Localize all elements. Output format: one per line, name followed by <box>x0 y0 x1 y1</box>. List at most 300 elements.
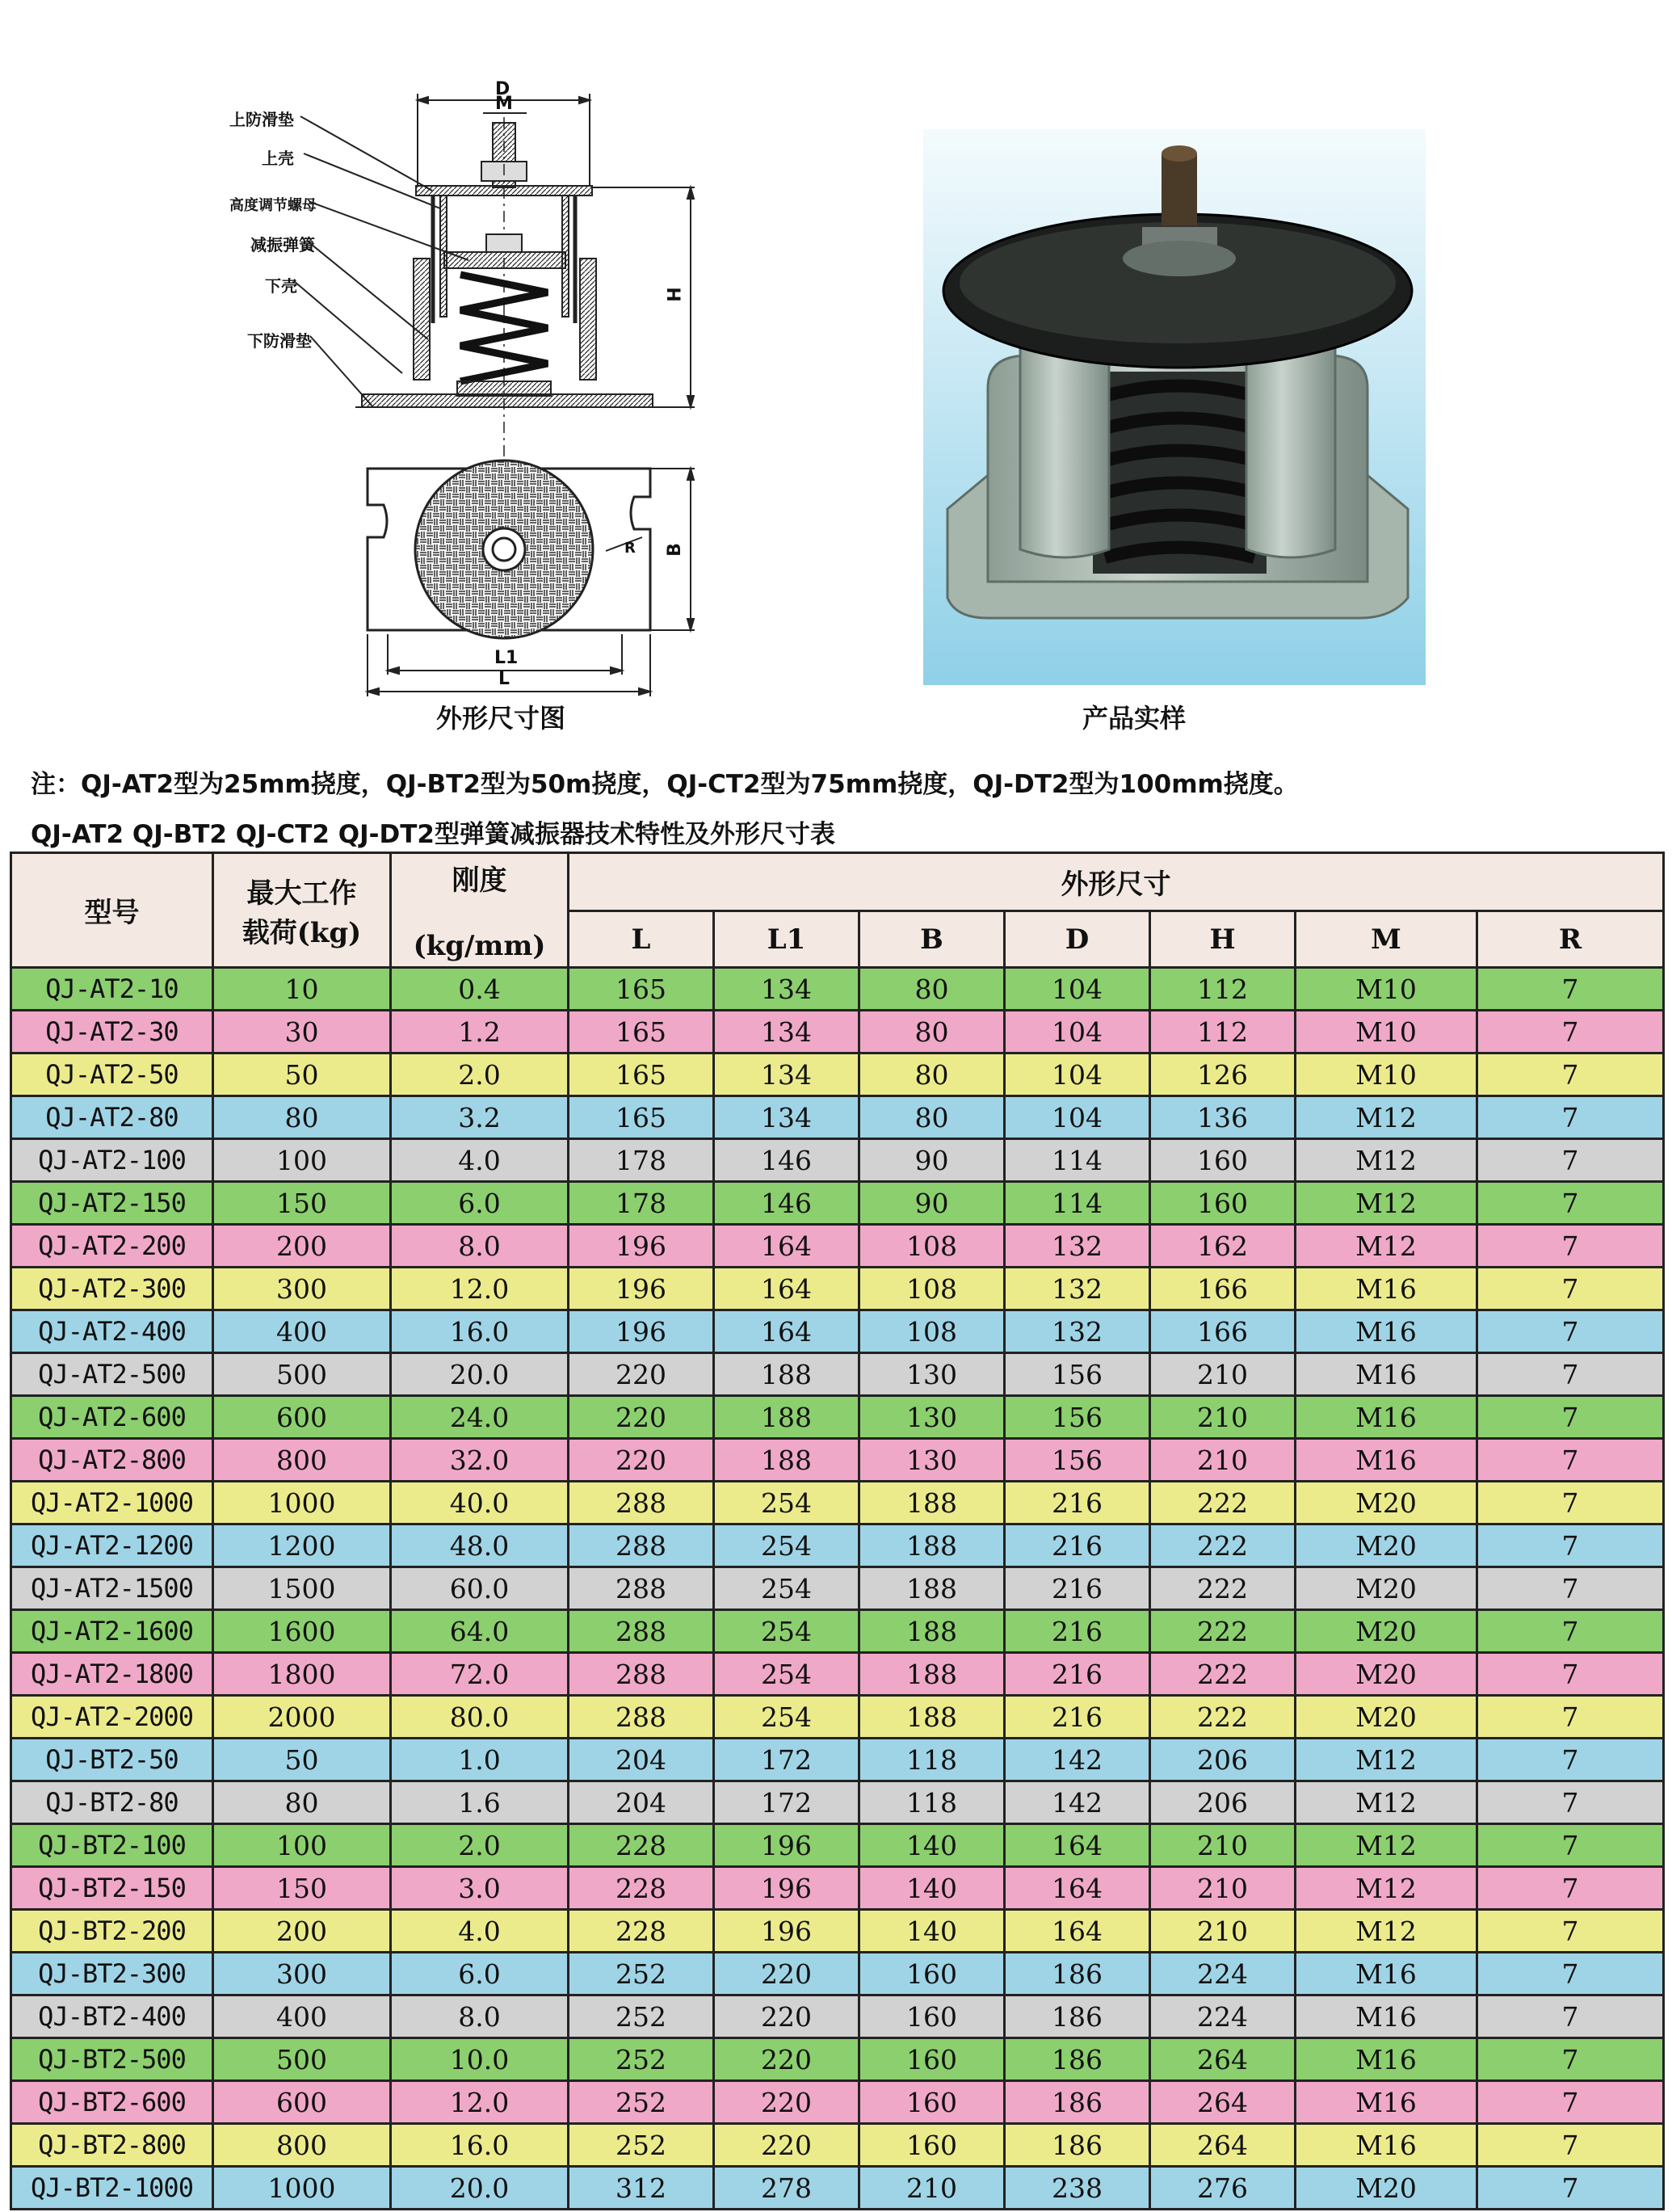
cell-m: M12 <box>1296 1139 1477 1182</box>
cell-stiffness: 1.6 <box>391 1781 569 1824</box>
cell-l: 178 <box>569 1182 714 1225</box>
cell-l1: 134 <box>714 1053 859 1096</box>
cell-model: QJ-AT2-1800 <box>11 1653 213 1696</box>
cell-d: 216 <box>1005 1567 1150 1610</box>
cell-stiffness: 20.0 <box>391 1353 569 1396</box>
cell-h: 160 <box>1150 1182 1296 1225</box>
cell-b: 160 <box>859 2081 1005 2124</box>
cell-r: 7 <box>1477 1995 1664 2038</box>
cell-l: 196 <box>569 1225 714 1268</box>
dim-label-l1: L1 <box>494 648 519 668</box>
cell-l: 220 <box>569 1396 714 1439</box>
cell-b: 130 <box>859 1396 1005 1439</box>
cell-h: 222 <box>1150 1482 1296 1524</box>
cell-m: M12 <box>1296 1225 1477 1268</box>
cell-r: 7 <box>1477 1781 1664 1824</box>
cell-r: 7 <box>1477 1739 1664 1781</box>
cell-l1: 196 <box>714 1910 859 1953</box>
cell-model: QJ-AT2-1600 <box>11 1610 213 1653</box>
cell-r: 7 <box>1477 1225 1664 1268</box>
cell-m: M12 <box>1296 1781 1477 1824</box>
cell-r: 7 <box>1477 1439 1664 1482</box>
cell-d: 186 <box>1005 2038 1150 2081</box>
table-row <box>11 1696 1664 1739</box>
cell-h: 112 <box>1150 968 1296 1011</box>
cell-d: 104 <box>1005 968 1150 1011</box>
cell-d: 142 <box>1005 1739 1150 1781</box>
cell-h: 264 <box>1150 2124 1296 2167</box>
cell-l1: 164 <box>714 1225 859 1268</box>
cell-h: 166 <box>1150 1268 1296 1310</box>
cell-stiffness: 6.0 <box>391 1953 569 1995</box>
cell-model: QJ-AT2-1000 <box>11 1482 213 1524</box>
cell-l1: 220 <box>714 2038 859 2081</box>
table-row <box>11 1268 1664 1310</box>
cell-m: M10 <box>1296 968 1477 1011</box>
cell-m: M12 <box>1296 1739 1477 1781</box>
cell-b: 160 <box>859 1953 1005 1995</box>
cell-r: 7 <box>1477 1567 1664 1610</box>
cell-stiffness: 16.0 <box>391 2124 569 2167</box>
cell-load: 300 <box>213 1268 391 1310</box>
cell-stiffness: 16.0 <box>391 1310 569 1353</box>
cell-h: 224 <box>1150 1995 1296 2038</box>
cell-m: M16 <box>1296 2038 1477 2081</box>
cell-r: 7 <box>1477 2124 1664 2167</box>
cell-m: M20 <box>1296 2167 1477 2210</box>
cell-r: 7 <box>1477 1824 1664 1867</box>
cell-d: 186 <box>1005 1995 1150 2038</box>
cell-l: 252 <box>569 1953 714 1995</box>
cell-l1: 196 <box>714 1867 859 1910</box>
cell-load: 150 <box>213 1867 391 1910</box>
cell-l: 165 <box>569 1053 714 1096</box>
cell-r: 7 <box>1477 1053 1664 1096</box>
cell-h: 160 <box>1150 1139 1296 1182</box>
cell-d: 132 <box>1005 1225 1150 1268</box>
cell-stiffness: 32.0 <box>391 1439 569 1482</box>
table-row <box>11 1610 1664 1653</box>
cell-d: 186 <box>1005 2124 1150 2167</box>
cell-l1: 172 <box>714 1739 859 1781</box>
cell-m: M12 <box>1296 1182 1477 1225</box>
cell-stiffness: 60.0 <box>391 1567 569 1610</box>
cell-b: 140 <box>859 1867 1005 1910</box>
cell-l: 288 <box>569 1653 714 1696</box>
table-row <box>11 1567 1664 1610</box>
cell-m: M16 <box>1296 1268 1477 1310</box>
cell-stiffness: 10.0 <box>391 2038 569 2081</box>
cell-load: 150 <box>213 1182 391 1225</box>
cell-model: QJ-AT2-600 <box>11 1396 213 1439</box>
cell-model: QJ-BT2-1000 <box>11 2167 213 2210</box>
cell-h: 224 <box>1150 1953 1296 1995</box>
cell-d: 186 <box>1005 2081 1150 2124</box>
cell-model: QJ-BT2-80 <box>11 1781 213 1824</box>
table-row <box>11 1096 1664 1139</box>
cell-r: 7 <box>1477 1096 1664 1139</box>
table-row <box>11 1482 1664 1524</box>
cell-l1: 188 <box>714 1396 859 1439</box>
cell-d: 216 <box>1005 1696 1150 1739</box>
cell-h: 222 <box>1150 1696 1296 1739</box>
cell-load: 1000 <box>213 2167 391 2210</box>
cell-l: 228 <box>569 1824 714 1867</box>
dimension-drawing <box>226 73 695 703</box>
header-stiffness-line2: (kg/mm) <box>413 930 546 962</box>
cell-m: M20 <box>1296 1610 1477 1653</box>
header-max-load-line2: 载荷(kg) <box>242 916 362 949</box>
cell-m: M20 <box>1296 1482 1477 1524</box>
cell-l: 165 <box>569 1011 714 1053</box>
cell-l1: 134 <box>714 1011 859 1053</box>
cell-b: 80 <box>859 1096 1005 1139</box>
cell-l: 220 <box>569 1439 714 1482</box>
cell-l: 288 <box>569 1567 714 1610</box>
cell-h: 264 <box>1150 2081 1296 2124</box>
dim-label-b: B <box>664 543 685 557</box>
cell-load: 800 <box>213 2124 391 2167</box>
cell-l1: 254 <box>714 1482 859 1524</box>
cell-b: 80 <box>859 968 1005 1011</box>
cell-stiffness: 4.0 <box>391 1139 569 1182</box>
cell-d: 142 <box>1005 1781 1150 1824</box>
drawing-caption: 外形尺寸图 <box>436 703 566 734</box>
cell-r: 7 <box>1477 1139 1664 1182</box>
spec-table-body <box>11 968 1664 2210</box>
label-lower-shell: 下壳 <box>265 276 297 296</box>
cell-h: 112 <box>1150 1011 1296 1053</box>
table-row <box>11 1310 1664 1353</box>
cell-b: 188 <box>859 1482 1005 1524</box>
cell-h: 222 <box>1150 1567 1296 1610</box>
cell-r: 7 <box>1477 2081 1664 2124</box>
cell-b: 160 <box>859 2124 1005 2167</box>
cell-b: 188 <box>859 1610 1005 1653</box>
cell-l1: 196 <box>714 1824 859 1867</box>
cell-d: 132 <box>1005 1310 1150 1353</box>
label-damping-spring: 减振弹簧 <box>250 235 315 254</box>
label-upper-shell: 上壳 <box>262 149 294 168</box>
cell-m: M10 <box>1296 1011 1477 1053</box>
cell-b: 108 <box>859 1225 1005 1268</box>
cell-m: M16 <box>1296 1310 1477 1353</box>
deflection-note: 注：QJ-AT2型为25mm挠度，QJ-BT2型为50m挠度，QJ-CT2型为75mm挠度，QJ-DT2型为100mm挠度。 <box>31 770 1299 799</box>
cell-load: 1200 <box>213 1524 391 1567</box>
table-row <box>11 1953 1664 1995</box>
cell-l1: 188 <box>714 1353 859 1396</box>
cell-l: 196 <box>569 1310 714 1353</box>
cell-stiffness: 40.0 <box>391 1482 569 1524</box>
cell-d: 104 <box>1005 1053 1150 1096</box>
cell-b: 80 <box>859 1011 1005 1053</box>
cell-model: QJ-AT2-400 <box>11 1310 213 1353</box>
cell-h: 210 <box>1150 1439 1296 1482</box>
cell-m: M20 <box>1296 1567 1477 1610</box>
cell-load: 100 <box>213 1139 391 1182</box>
cell-l: 165 <box>569 1096 714 1139</box>
cell-load: 300 <box>213 1953 391 1995</box>
cell-l: 228 <box>569 1867 714 1910</box>
product-photo-image <box>923 129 1426 685</box>
cell-d: 132 <box>1005 1268 1150 1310</box>
cell-model: QJ-AT2-300 <box>11 1268 213 1310</box>
cell-r: 7 <box>1477 1910 1664 1953</box>
cell-stiffness: 20.0 <box>391 2167 569 2210</box>
cell-m: M16 <box>1296 1353 1477 1396</box>
cell-l: 196 <box>569 1268 714 1310</box>
cell-model: QJ-AT2-30 <box>11 1011 213 1053</box>
cell-l1: 220 <box>714 2124 859 2167</box>
cell-b: 160 <box>859 1995 1005 2038</box>
cell-d: 156 <box>1005 1439 1150 1482</box>
cell-l: 288 <box>569 1610 714 1653</box>
cell-r: 7 <box>1477 1610 1664 1653</box>
table-row <box>11 1781 1664 1824</box>
header-stiffness <box>391 853 569 968</box>
cell-model: QJ-AT2-2000 <box>11 1696 213 1739</box>
cell-load: 1000 <box>213 1482 391 1524</box>
cell-r: 7 <box>1477 1482 1664 1524</box>
cell-l: 288 <box>569 1524 714 1567</box>
cell-d: 104 <box>1005 1096 1150 1139</box>
cell-model: QJ-BT2-400 <box>11 1995 213 2038</box>
cell-load: 50 <box>213 1739 391 1781</box>
cell-load: 10 <box>213 968 391 1011</box>
header-col-m: M <box>1296 911 1477 968</box>
cell-d: 216 <box>1005 1524 1150 1567</box>
cell-stiffness: 48.0 <box>391 1524 569 1567</box>
photo-caption: 产品实样 <box>1082 703 1187 734</box>
cell-r: 7 <box>1477 1182 1664 1225</box>
cell-l1: 134 <box>714 1096 859 1139</box>
cell-b: 118 <box>859 1781 1005 1824</box>
table-row <box>11 2081 1664 2124</box>
cell-m: M12 <box>1296 1824 1477 1867</box>
cell-l: 252 <box>569 2081 714 2124</box>
cell-l: 204 <box>569 1739 714 1781</box>
header-max-load <box>213 853 391 968</box>
cell-model: QJ-AT2-150 <box>11 1182 213 1225</box>
cell-m: M16 <box>1296 1396 1477 1439</box>
label-lower-antislip-pad: 下防滑垫 <box>247 331 312 351</box>
cell-b: 188 <box>859 1524 1005 1567</box>
cell-m: M12 <box>1296 1910 1477 1953</box>
cell-l: 165 <box>569 968 714 1011</box>
table-row <box>11 968 1664 1011</box>
cell-h: 166 <box>1150 1310 1296 1353</box>
cell-load: 600 <box>213 1396 391 1439</box>
cell-model: QJ-BT2-500 <box>11 2038 213 2081</box>
header-col-r: R <box>1477 911 1664 968</box>
table-row <box>11 1225 1664 1268</box>
table-row <box>11 1439 1664 1482</box>
cell-r: 7 <box>1477 2167 1664 2210</box>
dim-label-h: H <box>665 287 686 302</box>
cell-load: 400 <box>213 1995 391 2038</box>
cell-h: 264 <box>1150 2038 1296 2081</box>
cell-load: 80 <box>213 1781 391 1824</box>
dim-label-l: L <box>498 669 510 689</box>
cell-l1: 146 <box>714 1139 859 1182</box>
cell-m: M16 <box>1296 1995 1477 2038</box>
cell-m: M20 <box>1296 1696 1477 1739</box>
cell-load: 400 <box>213 1310 391 1353</box>
cell-r: 7 <box>1477 1953 1664 1995</box>
cell-load: 1600 <box>213 1610 391 1653</box>
cell-d: 216 <box>1005 1653 1150 1696</box>
cell-model: QJ-AT2-1200 <box>11 1524 213 1567</box>
product-photo <box>923 129 1426 685</box>
header-col-h: H <box>1150 911 1296 968</box>
cell-b: 140 <box>859 1910 1005 1953</box>
cell-d: 164 <box>1005 1910 1150 1953</box>
table-row <box>11 1053 1664 1096</box>
cell-stiffness: 80.0 <box>391 1696 569 1739</box>
cell-l1: 254 <box>714 1524 859 1567</box>
table-title: QJ-AT2 QJ-BT2 QJ-CT2 QJ-DT2型弹簧减振器技术特性及外形尺寸表 <box>31 820 835 849</box>
cell-load: 80 <box>213 1096 391 1139</box>
cell-b: 108 <box>859 1268 1005 1310</box>
cell-load: 50 <box>213 1053 391 1096</box>
table-row <box>11 1910 1664 1953</box>
cell-b: 140 <box>859 1824 1005 1867</box>
table-row <box>11 1353 1664 1396</box>
table-row <box>11 1011 1664 1053</box>
cell-model: QJ-BT2-100 <box>11 1824 213 1867</box>
cell-l1: 220 <box>714 1953 859 1995</box>
cell-h: 136 <box>1150 1096 1296 1139</box>
cell-load: 1800 <box>213 1653 391 1696</box>
cell-h: 210 <box>1150 1824 1296 1867</box>
cell-h: 162 <box>1150 1225 1296 1268</box>
cell-stiffness: 1.0 <box>391 1739 569 1781</box>
cell-h: 126 <box>1150 1053 1296 1096</box>
cell-model: QJ-AT2-10 <box>11 968 213 1011</box>
cell-stiffness: 8.0 <box>391 1225 569 1268</box>
cell-l1: 188 <box>714 1439 859 1482</box>
dim-label-r: R <box>624 540 636 557</box>
table-row <box>11 1396 1664 1439</box>
cell-load: 30 <box>213 1011 391 1053</box>
cell-d: 164 <box>1005 1824 1150 1867</box>
table-row <box>11 1995 1664 2038</box>
cell-r: 7 <box>1477 1268 1664 1310</box>
cell-load: 100 <box>213 1824 391 1867</box>
cell-d: 216 <box>1005 1482 1150 1524</box>
header-col-b: B <box>859 911 1005 968</box>
cell-r: 7 <box>1477 1524 1664 1567</box>
cell-stiffness: 3.2 <box>391 1096 569 1139</box>
cell-model: QJ-AT2-50 <box>11 1053 213 1096</box>
table-row <box>11 2038 1664 2081</box>
cell-h: 222 <box>1150 1524 1296 1567</box>
cell-r: 7 <box>1477 1011 1664 1053</box>
cell-d: 114 <box>1005 1182 1150 1225</box>
cell-m: M20 <box>1296 1653 1477 1696</box>
cell-b: 90 <box>859 1139 1005 1182</box>
cell-l: 228 <box>569 1910 714 1953</box>
cell-h: 210 <box>1150 1867 1296 1910</box>
cell-stiffness: 8.0 <box>391 1995 569 2038</box>
cell-l1: 146 <box>714 1182 859 1225</box>
cell-model: QJ-AT2-500 <box>11 1353 213 1396</box>
cell-l: 252 <box>569 2124 714 2167</box>
cell-b: 108 <box>859 1310 1005 1353</box>
cell-m: M10 <box>1296 1053 1477 1096</box>
cell-h: 206 <box>1150 1739 1296 1781</box>
cell-stiffness: 2.0 <box>391 1053 569 1096</box>
cell-r: 7 <box>1477 1310 1664 1353</box>
cell-l1: 134 <box>714 968 859 1011</box>
cell-load: 200 <box>213 1910 391 1953</box>
cell-model: QJ-AT2-200 <box>11 1225 213 1268</box>
cell-stiffness: 12.0 <box>391 1268 569 1310</box>
label-upper-antislip-pad: 上防滑垫 <box>229 110 294 129</box>
cell-l: 288 <box>569 1696 714 1739</box>
cell-stiffness: 3.0 <box>391 1867 569 1910</box>
cell-h: 210 <box>1150 1910 1296 1953</box>
cell-model: QJ-AT2-1500 <box>11 1567 213 1610</box>
cell-h: 222 <box>1150 1653 1296 1696</box>
cell-d: 104 <box>1005 1011 1150 1053</box>
cell-load: 1500 <box>213 1567 391 1610</box>
table-row <box>11 2124 1664 2167</box>
cell-m: M16 <box>1296 1439 1477 1482</box>
cell-load: 600 <box>213 2081 391 2124</box>
table-row <box>11 1739 1664 1781</box>
cell-b: 188 <box>859 1567 1005 1610</box>
label-height-adjust-nut: 高度调节螺母 <box>229 197 317 214</box>
cell-b: 118 <box>859 1739 1005 1781</box>
cell-b: 130 <box>859 1439 1005 1482</box>
cell-stiffness: 2.0 <box>391 1824 569 1867</box>
cell-l1: 254 <box>714 1610 859 1653</box>
cell-r: 7 <box>1477 2038 1664 2081</box>
cell-r: 7 <box>1477 1396 1664 1439</box>
cell-h: 210 <box>1150 1353 1296 1396</box>
table-row <box>11 1139 1664 1182</box>
cell-m: M20 <box>1296 1524 1477 1567</box>
header-col-l1: L1 <box>714 911 859 968</box>
cell-model: QJ-BT2-200 <box>11 1910 213 1953</box>
cell-model: QJ-BT2-50 <box>11 1739 213 1781</box>
spec-table <box>10 852 1665 2210</box>
cell-l1: 220 <box>714 2081 859 2124</box>
cell-stiffness: 0.4 <box>391 968 569 1011</box>
cell-l: 252 <box>569 1995 714 2038</box>
cell-l1: 254 <box>714 1653 859 1696</box>
cell-d: 216 <box>1005 1610 1150 1653</box>
cell-r: 7 <box>1477 1653 1664 1696</box>
cell-l: 178 <box>569 1139 714 1182</box>
cell-stiffness: 64.0 <box>391 1610 569 1653</box>
table-row <box>11 1524 1664 1567</box>
cell-model: QJ-AT2-100 <box>11 1139 213 1182</box>
cell-r: 7 <box>1477 1696 1664 1739</box>
cell-d: 186 <box>1005 1953 1150 1995</box>
header-max-load-line1: 最大工作 <box>246 877 357 910</box>
cell-l1: 164 <box>714 1310 859 1353</box>
cell-b: 80 <box>859 1053 1005 1096</box>
cell-l1: 278 <box>714 2167 859 2210</box>
drawing-svg <box>226 73 695 703</box>
cell-m: M16 <box>1296 1953 1477 1995</box>
cell-load: 200 <box>213 1225 391 1268</box>
cell-l1: 220 <box>714 1995 859 2038</box>
cell-l1: 172 <box>714 1781 859 1824</box>
header-stiffness-line1: 刚度 <box>452 864 507 897</box>
